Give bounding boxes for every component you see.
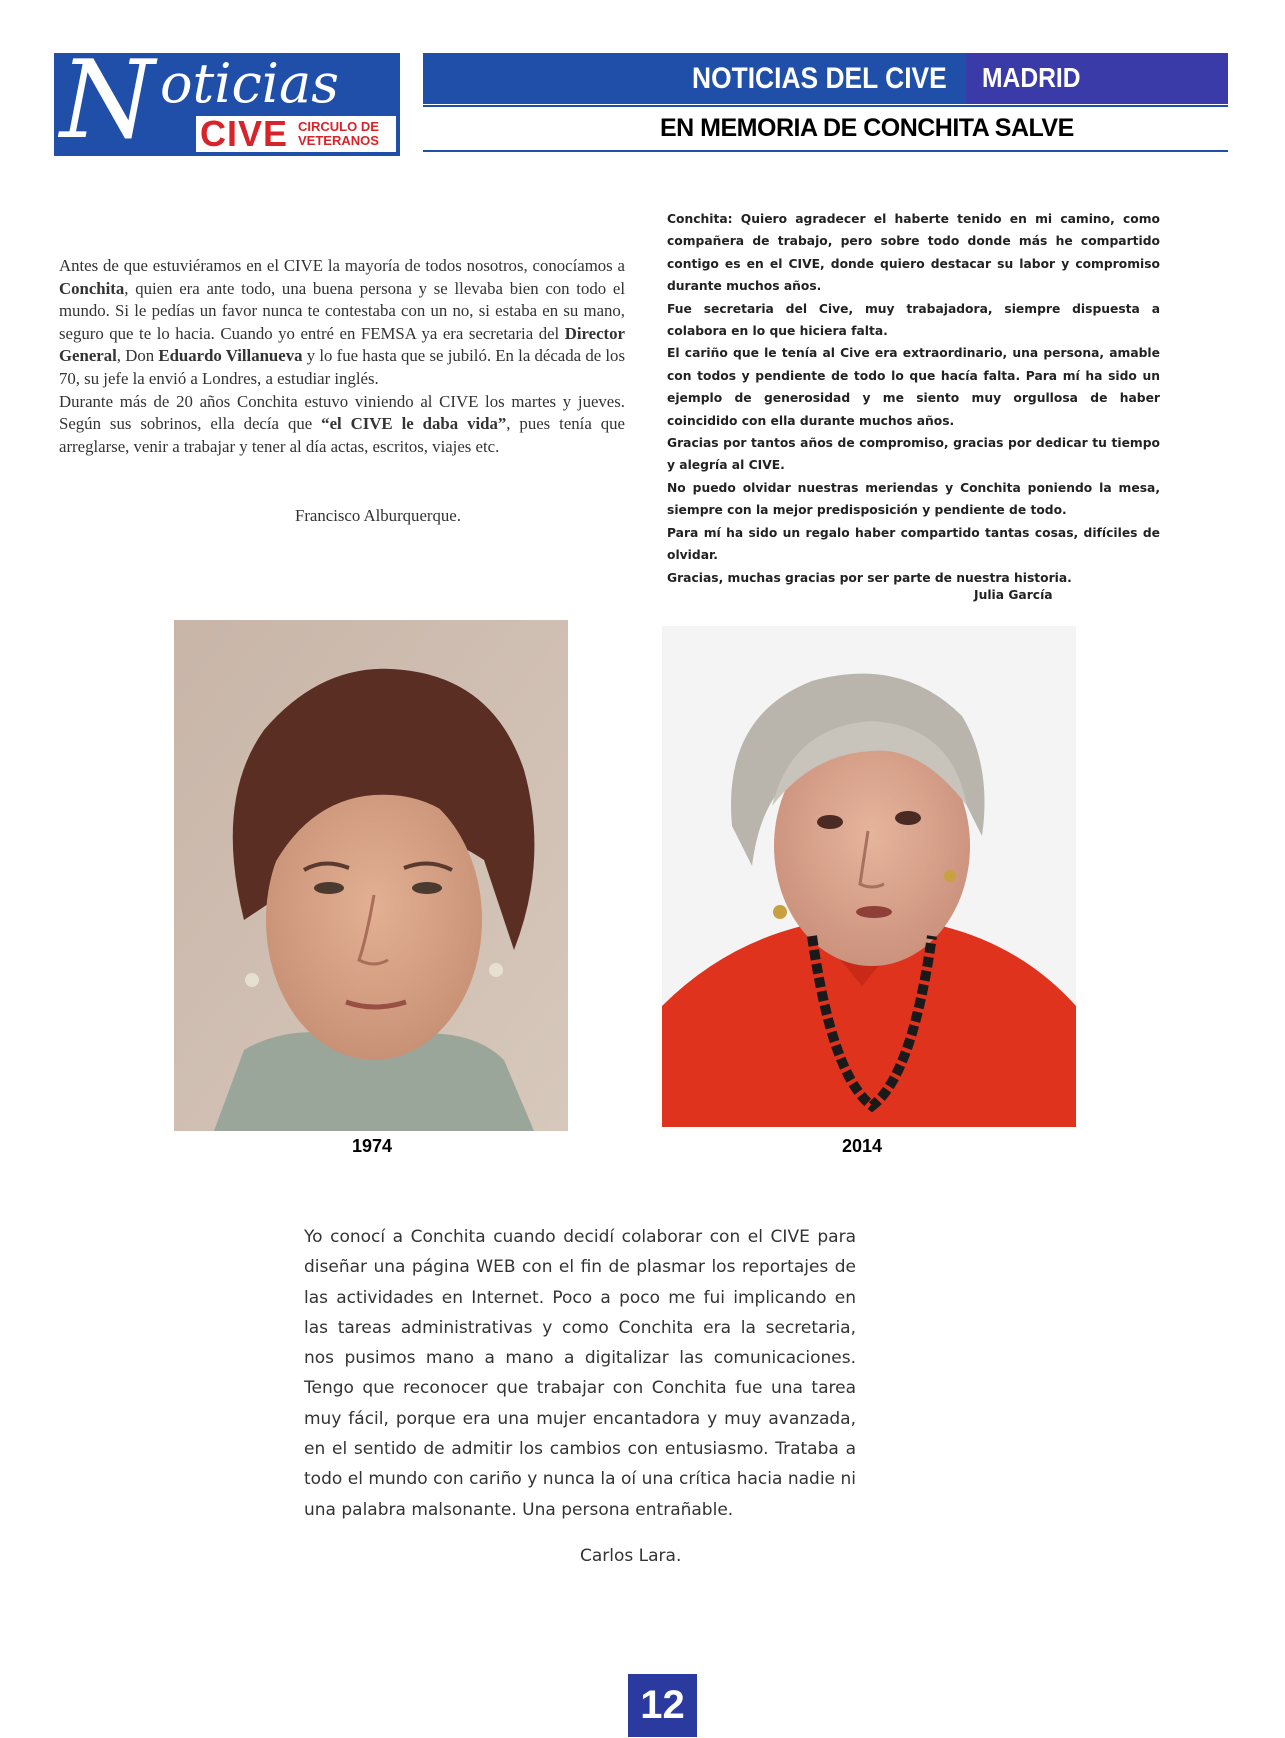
right-paragraph: Fue secretaria del Cive, muy trabajadora, siempre dispuesta a colabora en lo que hiciera falta.: [667, 301, 1160, 339]
left-paragraph-2: Durante más de 20 años Conchita estuvo viniendo al CIVE los martes y jueves. Según sus sobrinos, ella decía que “el CIVE le daba vida”, pues tenía que arreglarse, venir a trabajar y tener al día actas, escritos, viajes etc.: [59, 391, 625, 456]
photo-caption-2014: 2014: [842, 1136, 883, 1156]
header-city-block: [966, 53, 1228, 104]
header-rule-bottom: [423, 150, 1228, 152]
portrait-photo-1974: [174, 620, 568, 1131]
header-city: MADRID: [982, 62, 1081, 93]
left-article: [59, 255, 625, 458]
logo-sub-line1: CIRCULO DE: [298, 119, 379, 134]
logo-initial: N: [60, 38, 155, 163]
portrait-photo-2014: [662, 626, 1076, 1127]
bottom-paragraph: Yo conocí a Conchita cuando decidí colaborar con el CIVE para diseñar una página WEB con el fin de plasmar los reportajes de las actividades en Internet. Poco a poco me fui implicando en las tareas administrativas y como Conchita era la secretaria, nos pusimos mano a mano a digitalizar las comunicaciones. Tengo que reconocer que trabajar con Conchita fue una tarea muy fácil, porque era una mujer encantadora y muy avanzada, en el sentido de admitir los cambios con entusiasmo. Trataba a todo el mundo con cariño y nunca la oí una crítica hacia nadie ni una palabra malsonante. Una persona entrañable.: [304, 1227, 856, 1520]
right-paragraph: El cariño que le tenía al Cive era extraordinario, una persona, amable con todos y pendiente de todo lo que hacía falta. Para mí ha sido un ejemplo de generosidad y me siento muy orgullosa de haber coincidido con ella durante muchos años.: [667, 346, 1160, 428]
header-title: NOTICIAS DEL CIVE: [692, 62, 947, 95]
right-paragraph: Gracias por tantos años de compromiso, gracias por dedicar tu tiempo y alegría al CIVE.: [667, 436, 1160, 473]
right-article-signature: Julia García: [974, 588, 1053, 602]
header-rule-top: [423, 105, 1228, 107]
right-article: [667, 208, 1160, 589]
noticias-cive-logo: [54, 38, 400, 163]
logo-brand: CIVE: [200, 113, 289, 154]
bottom-article: [304, 1222, 856, 1525]
right-paragraph: Gracias, muchas gracias por ser parte de nuestra historia.: [667, 570, 1072, 585]
photo-caption-1974: 1974: [352, 1136, 393, 1156]
bottom-article-signature: Carlos Lara.: [580, 1546, 682, 1566]
logo-subtitle: [298, 120, 379, 148]
right-paragraph: Para mí ha sido un regalo haber compartido tantas cosas, difíciles de olvidar.: [667, 525, 1160, 563]
logo-sub-line2: VETERANOS: [298, 133, 379, 148]
logo-word: oticias: [160, 52, 339, 115]
right-paragraph: No puedo olvidar nuestras meriendas y Conchita poniendo la mesa, siempre con la mejor predisposición y pendiente de todo.: [667, 480, 1160, 518]
left-article-signature: Francisco Alburquerque.: [295, 506, 461, 525]
right-paragraph: Conchita: Quiero agradecer el haberte tenido en mi camino, como compañera de trabajo, pero sobre todo donde más he compartido contigo es en el CIVE, donde quiero destacar su labor y compromiso durante muchos años.: [667, 212, 1160, 294]
left-paragraph-1: Antes de que estuviéramos en el CIVE la mayoría de todos nosotros, conocíamos a Conchita, quien era ante todo, una buena persona y se llevaba bien con todo el mundo. Si le pedías un favor nunca te contestaba con un no, si estaba en su mano, seguro que te lo hacia. Cuando yo entré en FEMSA ya era secretaria del Director General, Don Eduardo Villanueva y lo fue hasta que se jubiló. En la década de los 70, su jefe la envió a Londres, a estudiar inglés.: [59, 256, 625, 388]
page-number: 12: [628, 1674, 697, 1737]
page-subtitle: EN MEMORIA DE CONCHITA SALVE: [660, 114, 1074, 142]
